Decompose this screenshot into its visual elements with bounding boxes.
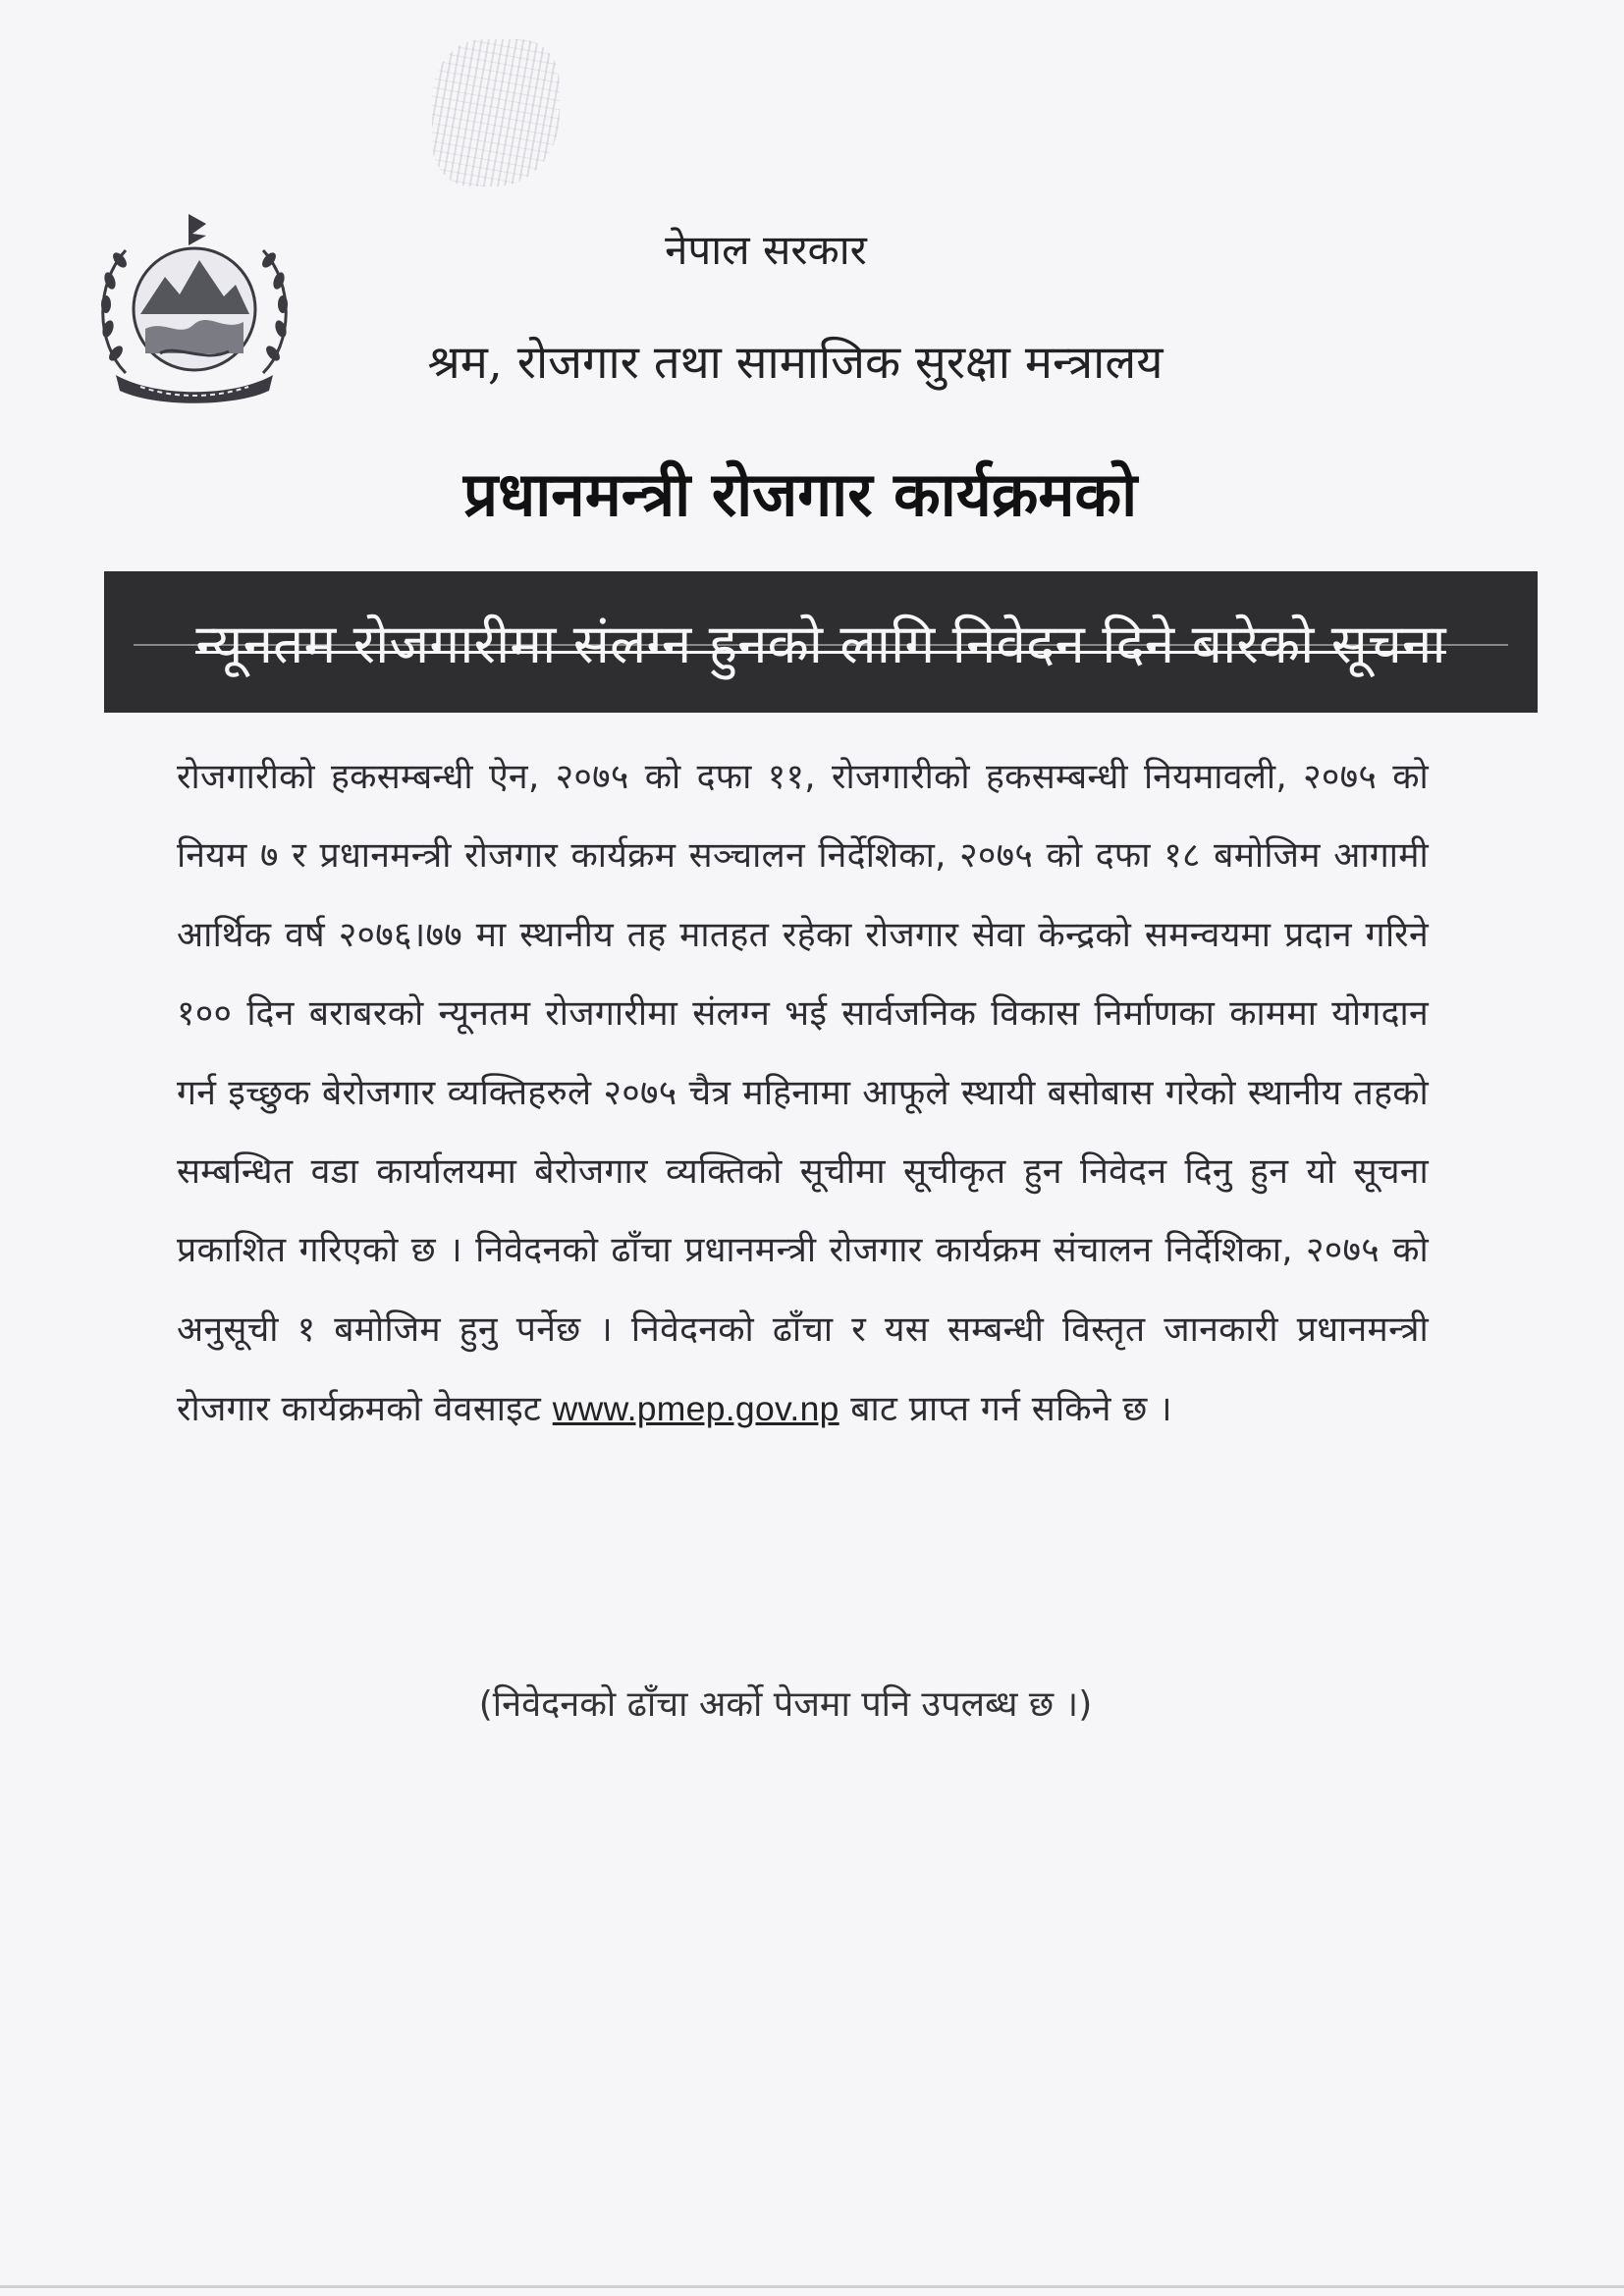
scan-edge [0,2285,1624,2288]
notice-title: न्यूनतम रोजगारीमा संलग्न हुनको लागि निवेदन दिने बारेको सूचना [195,606,1445,679]
ink-smudge [432,39,560,187]
nepal-government-emblem-icon [86,206,302,412]
footnote: (निवेदनको ढाँचा अर्को पेजमा पनि उपलब्ध छ ।) [478,1684,1093,1725]
banner-strike-line [134,644,1508,646]
website-link[interactable]: www.pmep.gov.np [552,1389,839,1429]
body-paragraph: रोजगारीको हकसम्बन्धी ऐन, २०७५ को दफा ११, रोजगारीको हकसम्बन्धी नियमावली, २०७५ को नियम ७ र प्रधानमन्त्री रोजगार कार्यक्रम सञ्चालन निर्देशिका, २०७५ को दफा १८ बमोजिम आगामी आर्थिक वर्ष २०७६।७७ मा स्थानीय तह मातहत रहेका रोजगार सेवा केन्द्रको समन्वयमा प्रदान गरिने १०० दिन बराबरको न्यूनतम रोजगारीमा संलग्न भई सार्वजनिक विकास निर्माणका काममा योगदान गर्न इच्छुक बेरोजगार व्यक्तिहरुले २०७५ चैत्र महिनामा आफूले स्थायी बसोबास गरेको स्थानीय तहको सम्बन्धित वडा कार्यालयमा बेरोजगार व्यक्तिको सूचीमा सूचीकृत हुन निवेदन दिनु हुन यो सूचना प्रकाशित गरिएको छ । निवेदनको ढाँचा प्रधानमन्त्री रोजगार कार्यक्रम संचालन निर्देशिका, २०७५ को अनुसूची १ बमोजिम हुनु पर्नेछ । निवेदनको ढाँचा र यस सम्बन्धी विस्तृत जानकारी प्रधानमन्त्री रोजगार कार्यक्रमको वेवसाइट [177,757,1429,1430]
notice-body [177,738,1429,1450]
ministry-name: श्रम, रोजगार तथा सामाजिक सुरक्षा मन्त्रालय [427,336,1164,390]
government-name: नेपाल सरकार [665,226,867,274]
notice-banner [104,571,1538,713]
body-paragraph-end: बाट प्राप्त गर्न सकिने छ । [850,1389,1172,1430]
program-title: प्रधानमन्त्री रोजगार कार्यक्रमको [462,458,1138,530]
